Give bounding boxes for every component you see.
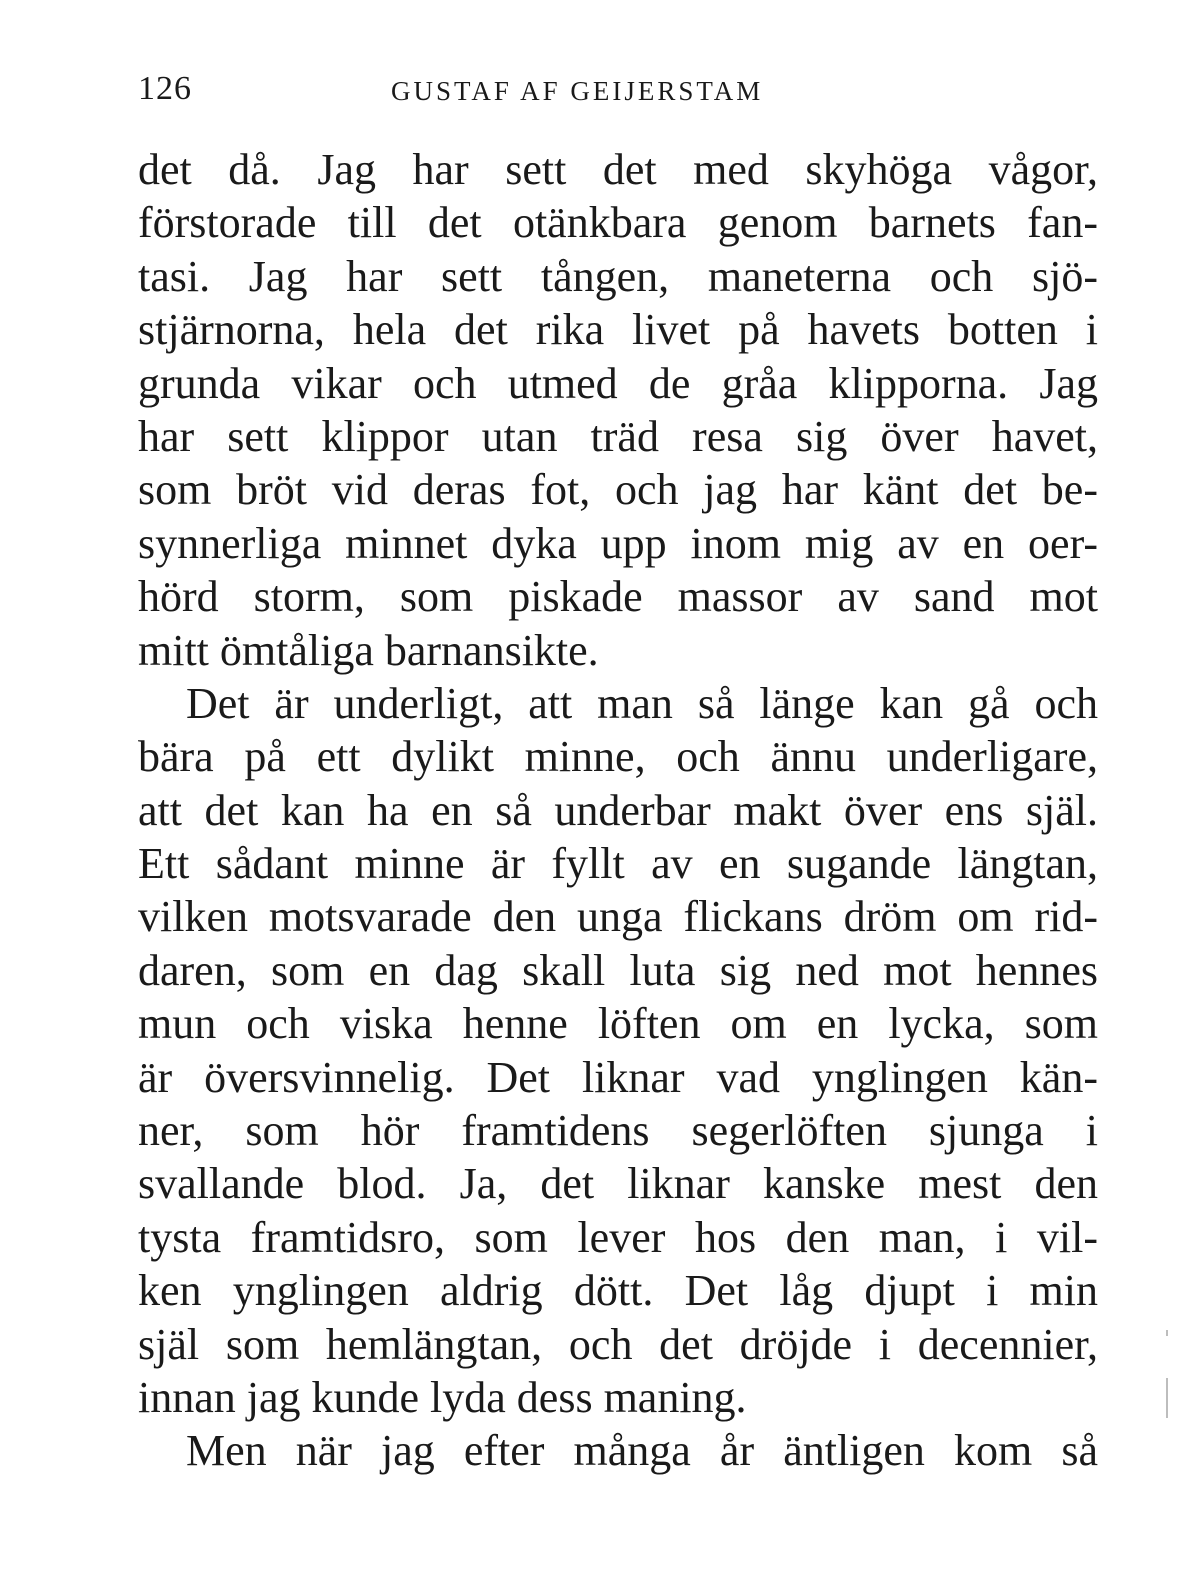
text-line: har sett klippor utan träd resa sig över havet, <box>138 411 1098 461</box>
text-line: tasi. Jag har sett tången, maneterna och sjö- <box>138 251 1098 301</box>
text-line: grunda vikar och utmed de gråa klipporna. Jag <box>138 358 1098 408</box>
text-line: mun och viska henne löften om en lycka, som <box>138 999 1098 1049</box>
text-line: förstorade till det otänkbara genom barnets fan- <box>138 198 1098 248</box>
text-line: ken ynglingen aldrig dött. Det låg djupt i min <box>138 1266 1098 1316</box>
text-line: det då. Jag har sett det med skyhöga vågor, <box>138 145 1098 194</box>
text-line: daren, som en dag skall luta sig ned mot hennes <box>138 945 1098 995</box>
text-line: bära på ett dylikt minne, och ännu underligare, <box>138 732 1098 782</box>
text-line: ner, som hör framtidens segerlöften sjunga i <box>138 1106 1098 1156</box>
text-line: Ett sådant minne är fyllt av en sugande längtan, <box>138 839 1098 889</box>
page-number: 126 <box>138 70 192 107</box>
text-line: tysta framtidsro, som lever hos den man, i vil- <box>138 1212 1098 1262</box>
text-line: är översvinnelig. Det liknar vad ynglingen kän- <box>138 1052 1098 1102</box>
paragraph-end-line: mitt ömtåliga barnansikte. <box>138 625 599 675</box>
text-line: själ som hemlängtan, och det dröjde i decennier, <box>138 1319 1098 1369</box>
text-line: som bröt vid deras fot, och jag har känt det be- <box>138 465 1098 515</box>
text-line: synnerliga minnet dyka upp inom mig av en oer- <box>138 518 1098 568</box>
text-line: svallande blod. Ja, det liknar kanske mest den <box>138 1159 1098 1209</box>
text-line: vilken motsvarade den unga flickans dröm om rid- <box>138 892 1098 942</box>
text-line: att det kan ha en så underbar makt över ens själ. <box>138 785 1098 835</box>
text-line: stjärnorna, hela det rika livet på havets botten i <box>138 305 1098 355</box>
scan-artifact <box>1166 1330 1168 1336</box>
paragraph-end-line: innan jag kunde lyda dess maning. <box>138 1372 747 1422</box>
text-line: hörd storm, som piskade massor av sand mot <box>138 572 1098 622</box>
paragraph-start-line: Det är underligt, att man så länge kan gå och <box>186 678 1098 728</box>
page-header <box>138 70 1098 120</box>
scan-artifact <box>1166 1378 1168 1418</box>
body-text <box>138 143 1098 1478</box>
running-head: GUSTAF AF GEIJERSTAM <box>391 76 764 106</box>
paragraph-start-line: Men när jag efter många år äntligen kom så <box>186 1426 1098 1476</box>
